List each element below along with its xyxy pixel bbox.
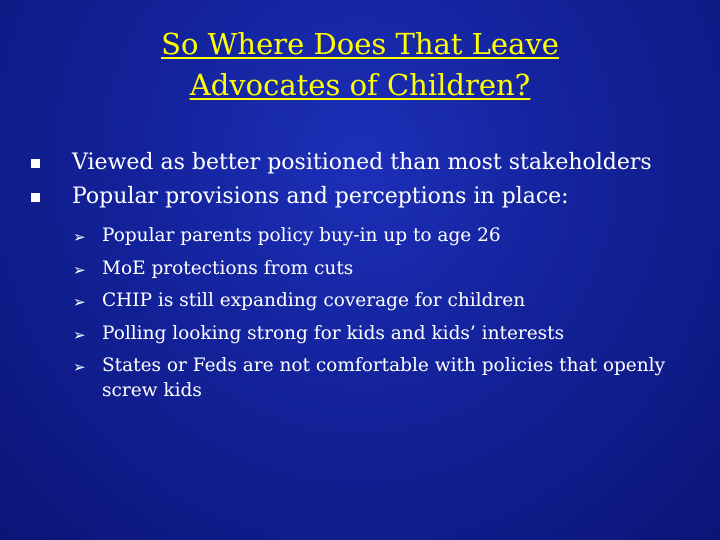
bullet-item	[30, 148, 690, 178]
slide-title	[60, 24, 660, 106]
sub-bullet-item	[72, 354, 690, 403]
sub-bullet-text: Popular parents policy buy-in up to age 26	[102, 225, 501, 246]
sub-bullet-text: CHIP is still expanding coverage for children	[102, 290, 526, 311]
sub-bullet-list	[30, 224, 690, 403]
sub-bullet-item	[72, 224, 690, 249]
bullet-text: Viewed as better positioned than most stakeholders	[72, 150, 652, 175]
sub-bullet-text: Polling looking strong for kids and kids’ interests	[102, 322, 565, 344]
sub-bullet-item	[72, 289, 690, 314]
square-bullet-icon	[31, 159, 40, 168]
sub-bullet-item	[72, 257, 690, 282]
arrowhead-bullet-icon: ➢	[73, 358, 86, 376]
arrowhead-bullet-icon: ➢	[73, 228, 86, 246]
bullet-text: Popular provisions and perceptions in place:	[72, 184, 569, 209]
bullet-item	[30, 182, 690, 212]
slide-title-line-2: Advocates of Children?	[189, 68, 531, 102]
bullet-list	[30, 148, 690, 411]
arrowhead-bullet-icon: ➢	[73, 293, 86, 311]
arrowhead-bullet-icon: ➢	[73, 260, 86, 279]
sub-bullet-text: States or Feds are not comfortable with policies that openly screw kids	[102, 355, 666, 401]
square-bullet-icon	[31, 193, 40, 202]
sub-bullet-text: MoE protections from cuts	[102, 257, 354, 279]
sub-bullet-item	[72, 322, 690, 347]
slide-title-line-1: So Where Does That Leave	[161, 27, 559, 61]
arrowhead-bullet-icon: ➢	[73, 325, 86, 344]
